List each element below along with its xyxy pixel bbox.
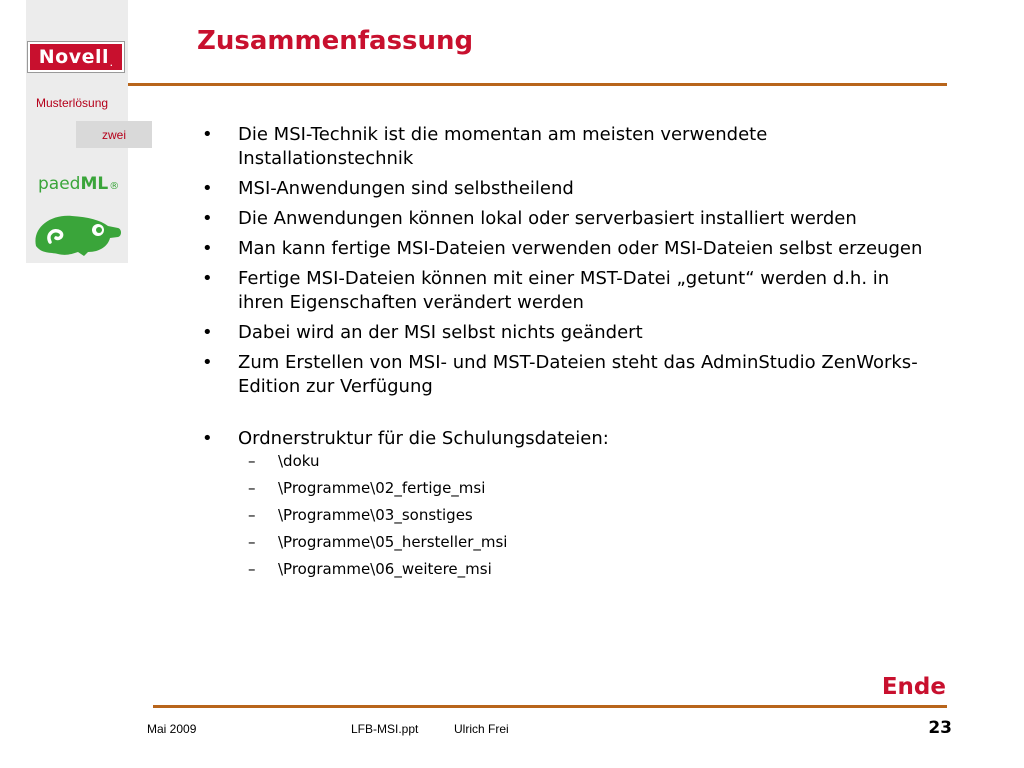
paedml-logo-suffix: ML <box>80 174 109 194</box>
bullet-item: • Dabei wird an der MSI selbst nichts geändert <box>198 321 938 345</box>
folder-path: – \Programme\03_sonstiges <box>232 505 938 525</box>
end-link[interactable]: Ende <box>881 674 946 700</box>
paedml-logo-reg: ® <box>109 181 120 192</box>
novell-logo-mark: . <box>110 60 114 68</box>
bullet-item: • Zum Erstellen von MSI- und MST-Dateien steht das AdminStudio ZenWorks-Edition zur Verfügung <box>198 351 938 399</box>
sidebar-badge <box>76 121 152 148</box>
folder-structure-heading: Ordnerstruktur für die Schulungsdateien: <box>238 428 609 449</box>
folder-path: – \doku <box>232 451 938 471</box>
bullet-list <box>198 123 938 579</box>
bullet-item: • Die MSI-Technik ist die momentan am meisten verwendete Installationstechnik <box>198 123 938 171</box>
sidebar-badge-text: zwei <box>101 127 126 142</box>
folder-path: – \Programme\05_hersteller_msi <box>232 532 938 552</box>
footer-filename: LFB-MSI.ppt <box>351 722 419 736</box>
novell-logo-text: Novell <box>38 46 110 68</box>
title-divider <box>128 83 947 86</box>
folder-path: – \Programme\02_fertige_msi <box>232 478 938 498</box>
bullet-item: • Die Anwendungen können lokal oder serverbasiert installiert werden <box>198 207 938 231</box>
bullet-item: • MSI-Anwendungen sind selbstheilend <box>198 177 938 201</box>
slide-content <box>198 123 938 586</box>
sidebar-label: Musterlösung <box>36 96 109 110</box>
footer-date: Mai 2009 <box>147 722 197 736</box>
chameleon-icon <box>28 206 124 260</box>
bullet-item: • Man kann fertige MSI-Dateien verwenden oder MSI-Dateien selbst erzeugen <box>198 237 938 261</box>
page-number: 23 <box>928 718 952 738</box>
paedml-logo-prefix: paed <box>38 174 81 194</box>
footer-divider <box>153 705 947 708</box>
footer-author: Ulrich Frei <box>454 722 509 736</box>
folder-structure-item <box>198 427 938 579</box>
novell-logo <box>28 42 124 72</box>
bullet-item: • Fertige MSI-Dateien können mit einer MST-Datei „getunt“ werden d.h. in ihren Eigenschaften verändert werden <box>198 267 938 315</box>
paedml-logo <box>38 174 119 194</box>
folder-path: – \Programme\06_weitere_msi <box>232 559 938 579</box>
slide-title: Zusammenfassung <box>197 26 474 56</box>
folder-list <box>238 451 938 579</box>
